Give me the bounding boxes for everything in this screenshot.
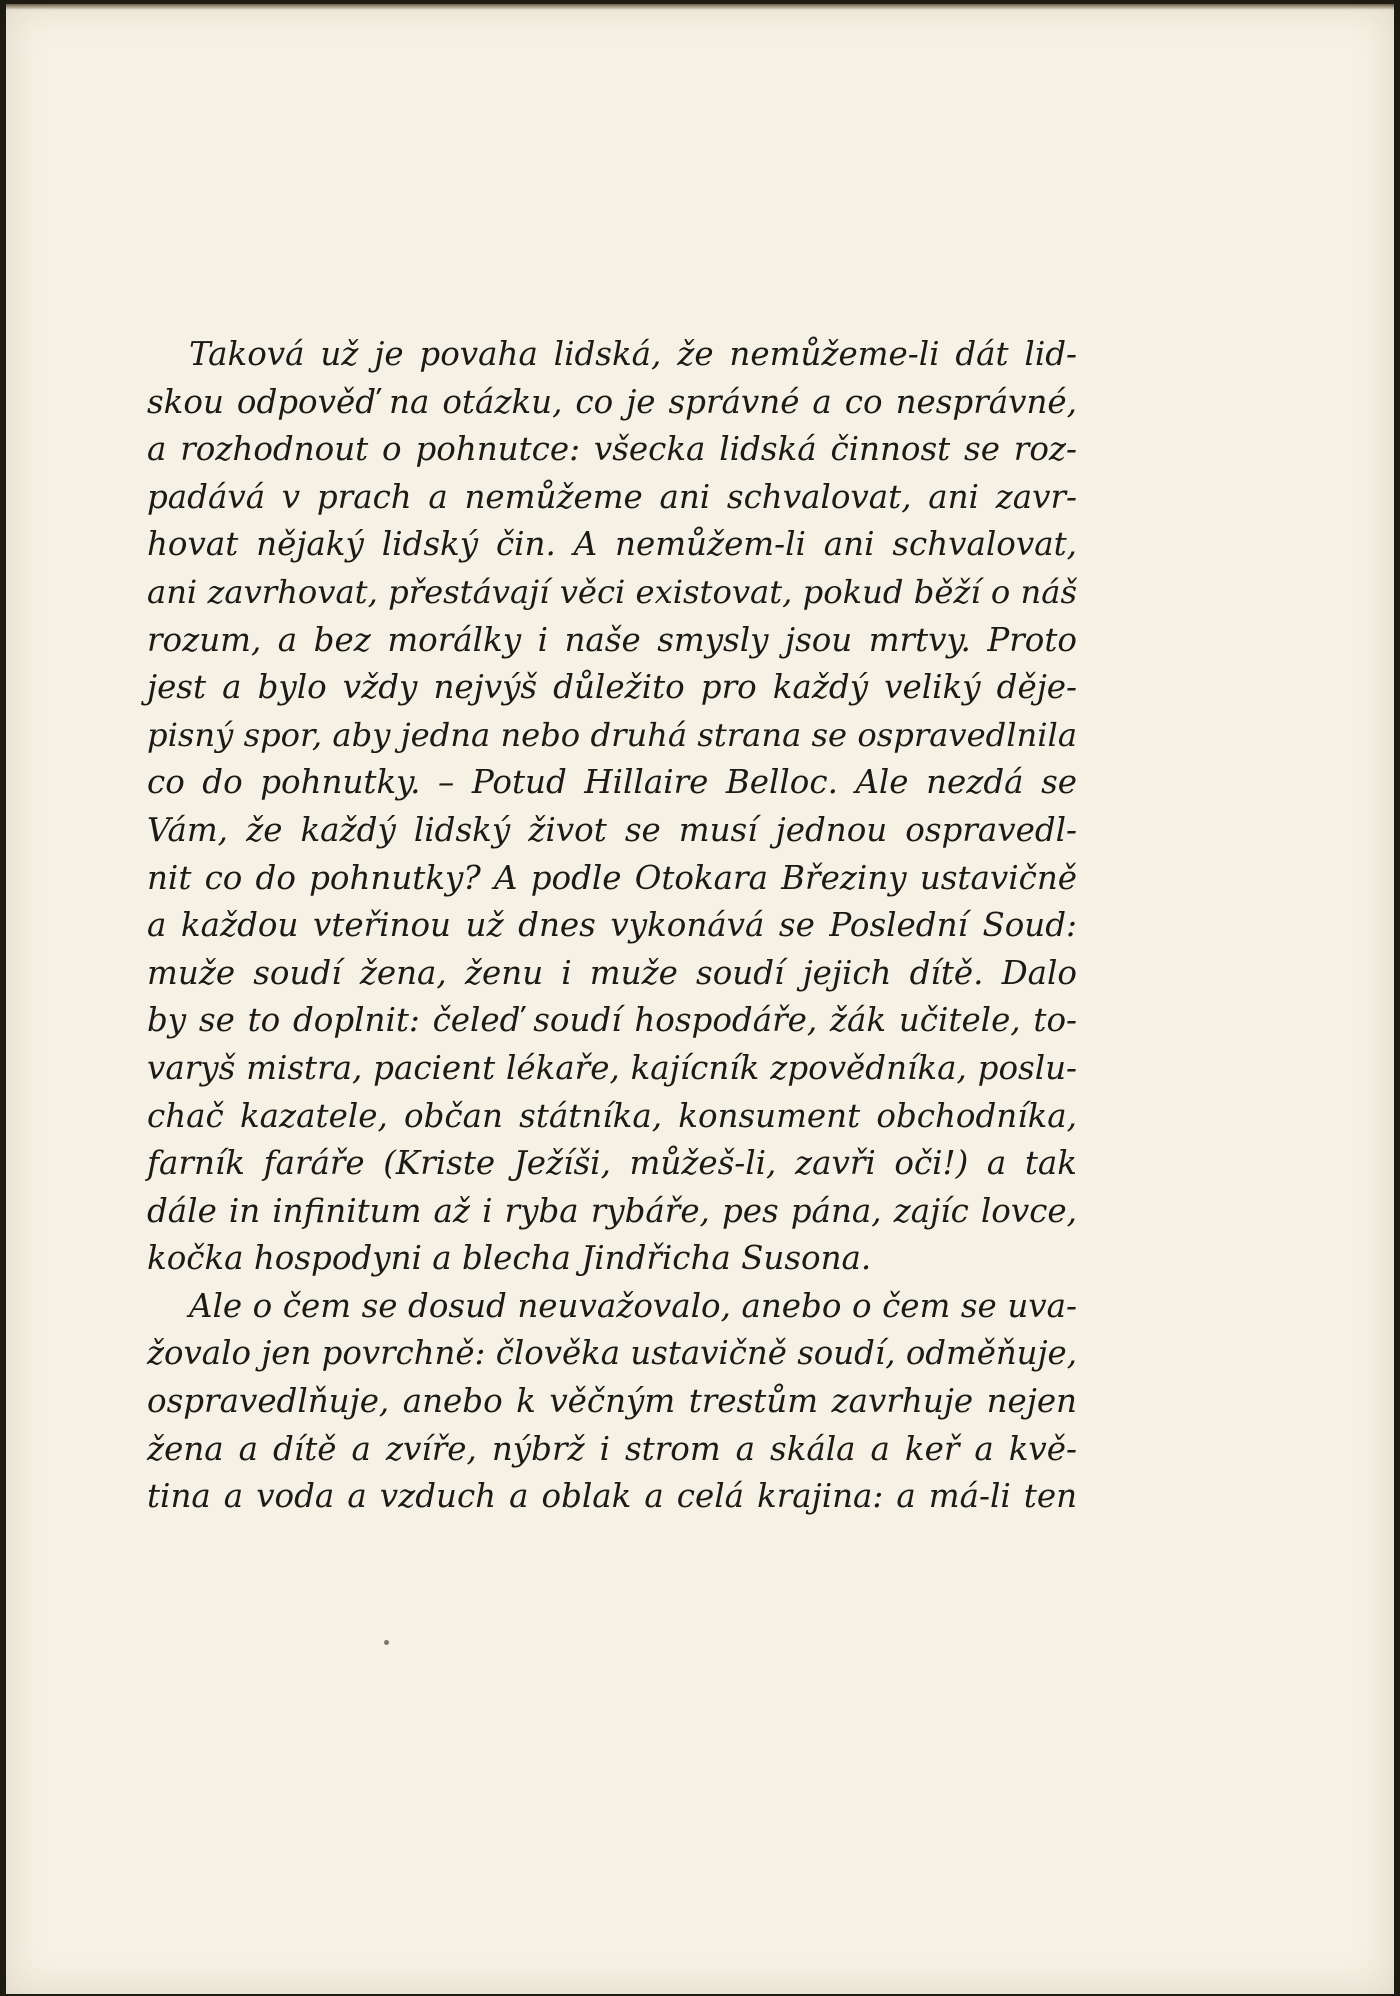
- text-line: a rozhodnout o pohnutce: všecka lidská činnost se roz-: [147, 430, 1077, 469]
- text-line: varyš mistra, pacient lékaře, kajícník zpovědníka, poslu-: [147, 1048, 1077, 1087]
- text-line: farník faráře (Kriste Ježíši, můžeš-li, zavři oči!) a tak: [147, 1144, 1077, 1183]
- text-line: dále in infinitum až i ryba rybáře, pes pána, zajíc lovce,: [147, 1191, 1077, 1230]
- text-line: hovat nějaký lidský čin. A nemůžem-li ani schvalovat,: [147, 525, 1077, 564]
- text-line: nit co do pohnutky? A podle Otokara Březiny ustavičně: [147, 858, 1077, 897]
- text-line: ani zavrhovat, přestávají věci existovat, pokud běží o náš: [147, 572, 1077, 611]
- text-line: Vám, že každý lidský život se musí jednou ospravedl-: [147, 810, 1077, 849]
- text-line: žena a dítě a zvíře, nýbrž i strom a skála a keř a kvě-: [147, 1429, 1077, 1468]
- text-line: chač kazatele, občan státníka, konsument obchodníka,: [147, 1096, 1077, 1135]
- text-line: rozum, a bez morálky i naše smysly jsou mrtvy. Proto: [147, 620, 1077, 659]
- text-line: Taková už je povaha lidská, že nemůžeme-li dát lid-: [189, 335, 1077, 373]
- text-line: muže soudí žena, ženu i muže soudí jejich dítě. Dalo: [147, 953, 1077, 992]
- text-line: tina a voda a vzduch a oblak a celá krajina: a má-li ten: [147, 1477, 1077, 1516]
- text-line: co do pohnutky. – Potud Hillaire Belloc. Ale nezdá se: [147, 763, 1077, 802]
- body-text: [147, 331, 1077, 1521]
- paragraph: [147, 331, 1077, 1283]
- text-line: padává v prach a nemůžeme ani schvalovat, ani zavr-: [147, 477, 1077, 516]
- text-line: skou odpověď na otázku, co je správné a co nesprávné,: [147, 382, 1077, 421]
- paragraph: [147, 1283, 1077, 1521]
- text-line: ospravedlňuje, anebo k věčným trestům zavrhuje nejen: [147, 1382, 1077, 1421]
- text-line: pisný spor, aby jedna nebo druhá strana se ospravedlnila: [147, 715, 1077, 754]
- text-line: žovalo jen povrchně: člověka ustavičně soudí, odměňuje,: [147, 1334, 1077, 1373]
- book-page: [6, 4, 1394, 1994]
- text-line: jest a bylo vždy nejvýš důležito pro každý veliký děje-: [147, 668, 1077, 707]
- text-line: a každou vteřinou už dnes vykonává se Poslední Soud:: [147, 906, 1077, 945]
- text-line: kočka hospodyni a blecha Jindřicha Susona.: [147, 1239, 872, 1278]
- text-line: by se to doplnit: čeleď soudí hospodáře, žák učitele, to-: [147, 1001, 1077, 1040]
- ink-speck: [384, 1640, 389, 1645]
- text-line: Ale o čem se dosud neuvažovalo, anebo o čem se uva-: [189, 1286, 1077, 1325]
